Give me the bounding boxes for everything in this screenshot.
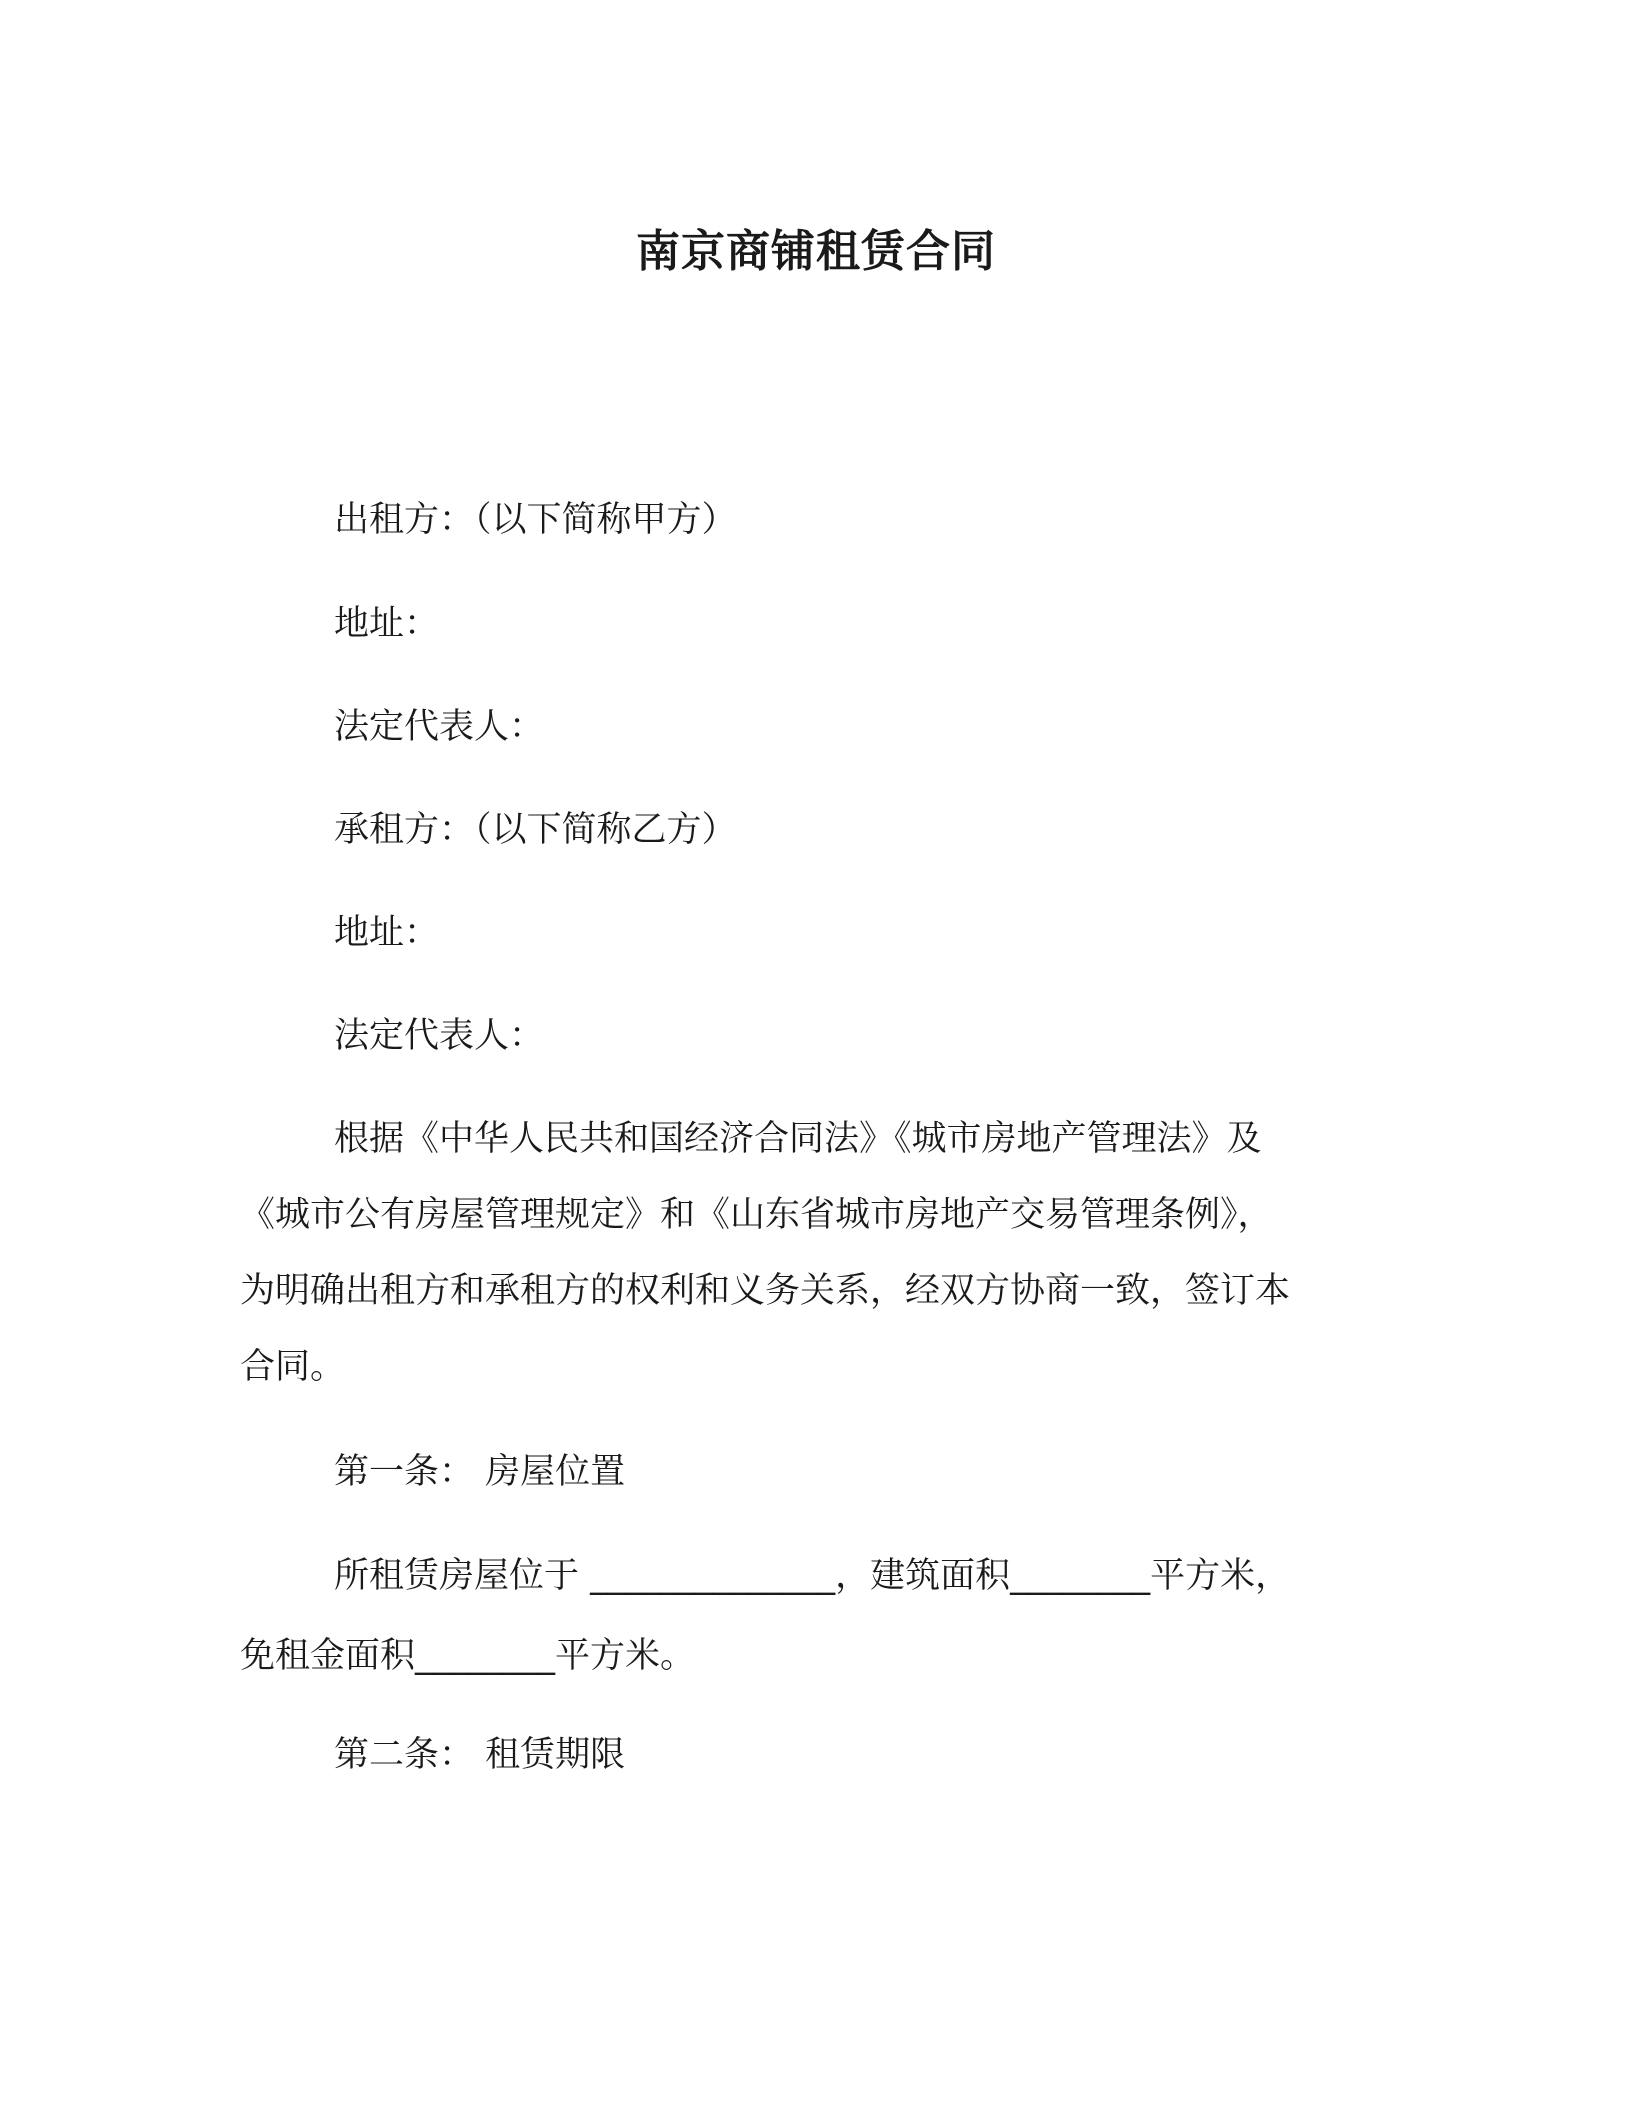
article-2-heading: 第二条： 租赁期限 [334, 1735, 626, 1775]
article-1-line-2: 免租金面积________平方米。 [240, 1636, 696, 1676]
preamble-line-3: 为明确出租方和承租方的权利和义务关系，经双方协商一致，签订本 [240, 1271, 1291, 1311]
lessor-address-line: 地址： [334, 604, 440, 644]
preamble-line-2: 《城市公有房屋管理规定》和《山东省城市房地产交易管理条例》， [240, 1195, 1273, 1235]
preamble-line-4: 合同。 [240, 1347, 346, 1387]
lessee-line: 承租方：（以下简称乙方） [334, 810, 737, 850]
preamble-line-1: 根据《中华人民共和国经济合同法》《城市房地产管理法》及 [334, 1119, 1262, 1159]
article-1-heading: 第一条： 房屋位置 [334, 1452, 626, 1492]
lessor-representative-line: 法定代表人： [334, 707, 545, 747]
document-title: 南京商铺租赁合同 [636, 226, 996, 277]
lessee-address-line: 地址： [334, 913, 440, 953]
article-1-line-1: 所租赁房屋位于 ______________，建筑面积________平方米， [334, 1556, 1291, 1596]
lessor-line: 出租方：（以下简称甲方） [334, 500, 737, 540]
lessee-representative-line: 法定代表人： [334, 1016, 545, 1056]
